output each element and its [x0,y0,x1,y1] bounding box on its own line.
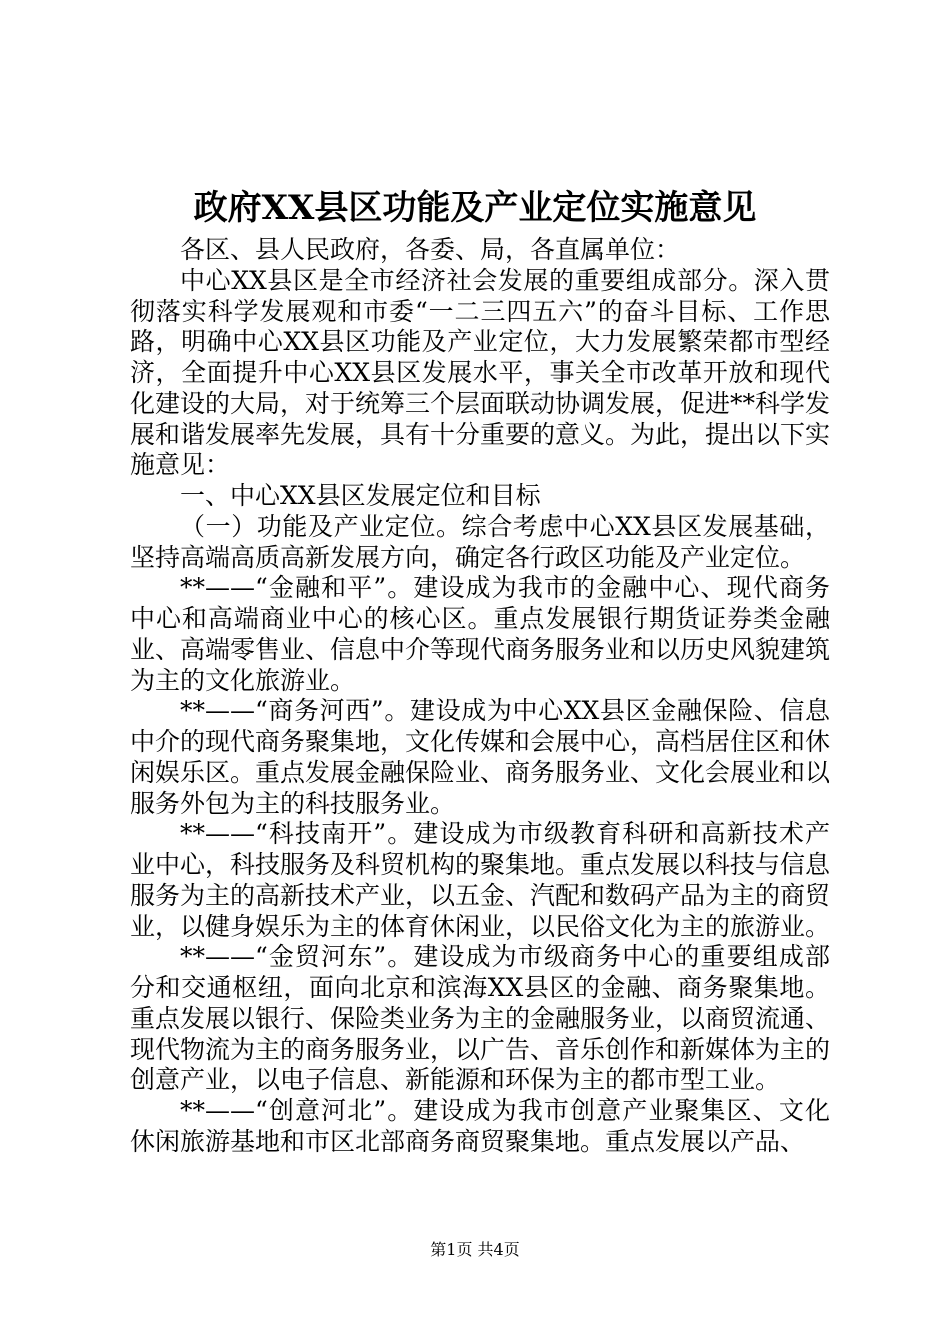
district-paragraph-hexi: **——“商务河西”。建设成为中心XX县区金融保险、信息中介的现代商务聚集地，文化传媒和会展中心，高档居住区和休闲娱乐区。重点发展金融保险业、商务服务业、文化会展业和以服务外包为主的科技服务业。 [130,696,831,818]
district-paragraph-hebei: **——“创意河北”。建设成为我市创意产业聚集区、文化休闲旅游基地和市区北部商务商贸聚集地。重点发展以产品、 [130,1096,830,1156]
page-number-footer: 第1页 共4页 [430,1240,520,1259]
intro-paragraph: 中心XX县区是全市经济社会发展的重要组成部分。深入贯彻落实科学发展观和市委“一二三四五六”的奋斗目标、工作思路，明确中心XX县区功能及产业定位，大力发展繁荣都市型经济，全面提升中心XX县区发展水平，事关全市改革开放和现代化建设的大局，对于统筹三个层面联动协调发展，促进**科学发展和谐发展率先发展，具有十分重要的意义。为此，提出以下实施意见： [130,265,831,480]
salutation-paragraph: 各区、县人民政府，各委、局，各直属单位： [180,235,681,264]
section-heading: 一、中心XX县区发展定位和目标 [180,481,541,510]
district-paragraph-nankai: **——“科技南开”。建设成为市级教育科研和高新技术产业中心，科技服务及科贸机构的聚集地。重点发展以科技与信息服务为主的高新技术产业，以五金、汽配和数码产品为主的商贸业，以健身娱乐为主的体育休闲业，以民俗文化为主的旅游业。 [130,819,831,941]
subsection-paragraph: （一）功能及产业定位。综合考虑中心XX县区发展基础，坚持高端高质高新发展方向，确定各行政区功能及产业定位。 [130,511,830,572]
district-paragraph-hedong: **——“金贸河东”。建设成为市级商务中心的重要组成部分和交通枢纽，面向北京和滨海XX县区的金融、商务聚集地。重点发展以银行、保险类业务为主的金融服务业，以商贸流通、现代物流为主的商务服务业，以广告、音乐创作和新媒体为主的创意产业，以电子信息、新能源和环保为主的都市型工业。 [130,942,831,1095]
document-title: 政府XX县区功能及产业定位实施意见 [193,188,757,228]
district-paragraph-heping: **——“金融和平”。建设成为我市的金融中心、现代商务中心和高端商业中心的核心区。重点发展银行期货证券类金融业、高端零售业、信息中介等现代商务服务业和以历史风貌建筑为主的文化旅游业。 [130,573,831,695]
document-body [130,235,830,1158]
